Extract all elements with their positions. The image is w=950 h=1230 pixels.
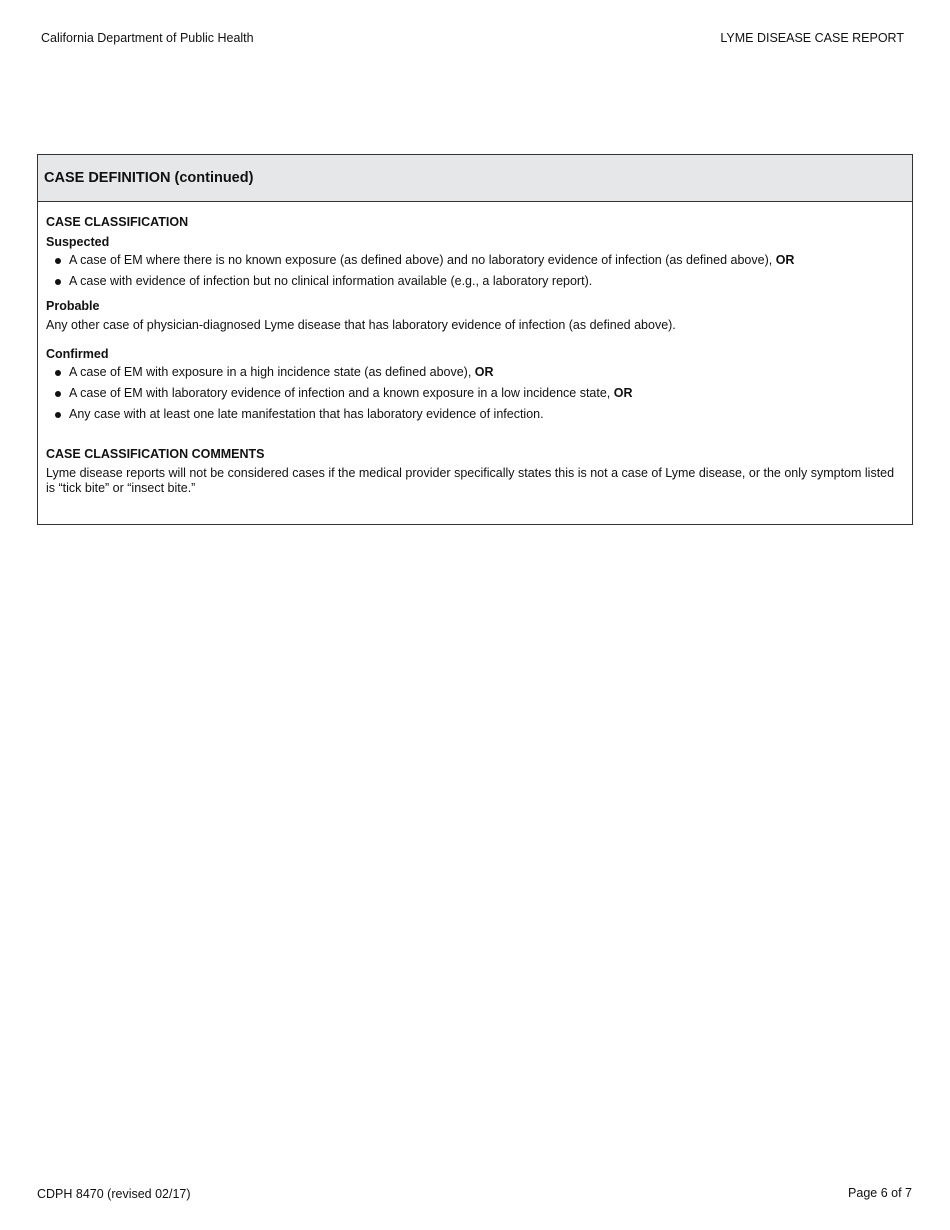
- bullet-icon: [55, 412, 61, 418]
- confirmed-list: [46, 365, 904, 422]
- probable-label: Probable: [46, 299, 100, 313]
- section-title: CASE DEFINITION (continued): [38, 155, 912, 202]
- header-agency: California Department of Public Health: [41, 31, 254, 45]
- list-item: A case of EM with laboratory evidence of infection and a known exposure in a low incidence state, OR: [46, 386, 904, 401]
- bullet-icon: [55, 279, 61, 285]
- probable-text: Any other case of physician-diagnosed Lyme disease that has laboratory evidence of infection (as defined above).: [46, 318, 676, 332]
- comments-text: Lyme disease reports will not be considered cases if the medical provider specifically states this is not a case of Lyme disease, or the only symptom listed is “tick bite” or “insect bite.”: [46, 466, 895, 495]
- list-item: Any case with at least one late manifestation that has laboratory evidence of infection.: [46, 407, 904, 422]
- case-classification-heading: CASE CLASSIFICATION: [46, 215, 189, 229]
- list-item: A case of EM where there is no known exposure (as defined above) and no laboratory evidence of infection (as defined above), OR: [46, 253, 904, 268]
- comments-heading: CASE CLASSIFICATION COMMENTS: [46, 447, 265, 461]
- list-item: A case of EM with exposure in a high incidence state (as defined above), OR: [46, 365, 904, 380]
- section-content: [38, 202, 912, 496]
- case-definition-section: [37, 154, 913, 525]
- bullet-icon: [55, 370, 61, 376]
- suspected-list: [46, 253, 904, 289]
- confirmed-label: Confirmed: [46, 347, 109, 361]
- list-item: A case with evidence of infection but no clinical information available (e.g., a laboratory report).: [46, 274, 904, 289]
- suspected-label: Suspected: [46, 235, 110, 249]
- bullet-icon: [55, 258, 61, 264]
- footer-form-number: CDPH 8470 (revised 02/17): [37, 1187, 191, 1201]
- footer-page-number: Page 6 of 7: [848, 1186, 912, 1200]
- bullet-icon: [55, 391, 61, 397]
- header-form-title: LYME DISEASE CASE REPORT: [720, 31, 904, 45]
